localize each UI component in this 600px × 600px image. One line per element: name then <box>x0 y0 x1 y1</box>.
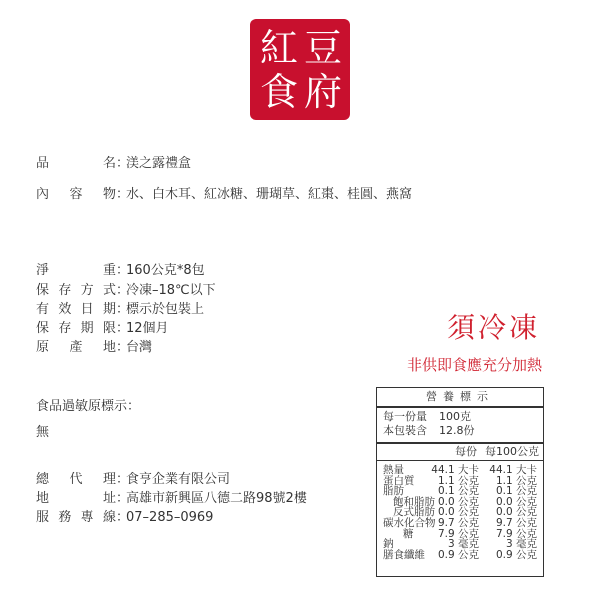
nutrition-rows <box>377 461 543 560</box>
nutrition-row <box>381 465 539 476</box>
net-weight-value: 160公克*8包 <box>126 263 205 278</box>
nutrition-facts-table <box>376 387 544 577</box>
logo-char: 豆 <box>303 26 342 70</box>
nutrient-per-100g: 0.9 公克 <box>495 548 537 561</box>
nutrient-per-serving: 0.0 公克 <box>437 495 479 508</box>
nutrient-name: 鈉 <box>383 538 394 551</box>
nutrient-per-100g: 1.1 公克 <box>495 474 537 487</box>
address-label: 地址 <box>36 491 116 506</box>
per-serving-header: 每份 <box>455 445 477 458</box>
net-weight-row: 淨重：160公克*8包 <box>36 263 205 278</box>
agent-row: 總代理：食亨企業有限公司 <box>36 472 231 487</box>
nutrition-row <box>381 550 539 561</box>
allergen-label: 食品過敏原標示： <box>36 399 141 414</box>
ingredients-label: 內容物 <box>36 187 116 202</box>
logo-char: 食 <box>259 70 298 114</box>
address-row: 地址：高雄市新興區八德二路98號2樓 <box>36 491 307 506</box>
nutrient-name: 反式脂肪 <box>393 506 435 519</box>
nutrient-per-serving: 1.1 公克 <box>437 474 479 487</box>
hotline-row: 服務專線：07–285–0969 <box>36 510 214 525</box>
serving-size-label: 每一份量 <box>383 410 427 423</box>
agent-label: 總代理 <box>36 472 116 487</box>
nutrient-name: 膳食纖維 <box>383 548 425 561</box>
expiry-label: 有效日期 <box>36 302 116 317</box>
nutrient-name: 蛋白質 <box>383 474 415 487</box>
nutrient-per-100g: 44.1 大卡 <box>489 464 537 476</box>
allergen-value: 無 <box>36 425 50 440</box>
storage-label: 保存方式 <box>36 283 116 298</box>
servings-label: 本包裝含 <box>383 424 427 437</box>
nutrient-per-serving: 3 毫克 <box>447 538 479 551</box>
heat-notice-subtitle: 非供即食應充分加熱 <box>406 356 542 374</box>
nutrition-column-header <box>377 444 543 461</box>
ingredients-row: 內容物：水、白木耳、紅冰糖、珊瑚草、紅棗、桂圓、燕窩 <box>36 187 413 202</box>
nutrient-per-serving: 0.1 公克 <box>437 485 479 498</box>
address-value: 高雄市新興區八德二路98號2樓 <box>126 491 307 506</box>
product-name-label: 品名 <box>36 156 116 171</box>
nutrient-per-serving: 0.0 公克 <box>437 506 479 519</box>
serving-info <box>377 408 543 444</box>
shelf-life-value: 12個月 <box>126 321 169 336</box>
shelf-life-row: 保存期限：12個月 <box>36 321 169 336</box>
nutrient-per-100g: 0.1 公克 <box>495 485 537 498</box>
nutrient-per-serving: 9.7 公克 <box>437 516 479 529</box>
origin-value: 台灣 <box>126 340 153 355</box>
serving-size-value: 100克 <box>439 410 471 423</box>
freeze-notice-title: 須冷凍 <box>446 311 540 344</box>
agent-value: 食亨企業有限公司 <box>126 472 231 487</box>
product-name-value: 渼之露禮盒 <box>126 156 192 171</box>
product-name-row: 品名：渼之露禮盒 <box>36 156 192 171</box>
nutrient-name: 糖 <box>403 527 414 540</box>
nutrient-per-100g: 3 毫克 <box>505 538 537 551</box>
servings-value: 12.8份 <box>439 424 475 437</box>
nutrient-per-100g: 0.0 公克 <box>495 506 537 519</box>
net-weight-label: 淨重 <box>36 263 116 278</box>
hotline-value: 07–285–0969 <box>126 510 214 525</box>
expiry-row: 有效日期：標示於包裝上 <box>36 302 205 317</box>
expiry-value: 標示於包裝上 <box>126 302 205 317</box>
hotline-label: 服務專線 <box>36 510 116 525</box>
shelf-life-label: 保存期限 <box>36 321 116 336</box>
nutrient-name: 碳水化合物 <box>383 516 436 529</box>
origin-row: 原產地：台灣 <box>36 340 153 355</box>
logo-char: 府 <box>303 70 342 114</box>
storage-row: 保存方式：冷凍–18℃以下 <box>36 283 216 298</box>
nutrition-title: 營養標示 <box>377 388 543 408</box>
per-100g-header: 每100公克 <box>485 445 539 458</box>
nutrition-row <box>381 518 539 529</box>
nutrient-per-100g: 9.7 公克 <box>495 516 537 529</box>
nutrient-per-serving: 7.9 公克 <box>437 527 479 540</box>
nutrient-name: 脂肪 <box>383 485 404 498</box>
storage-value: 冷凍–18℃以下 <box>126 283 216 298</box>
ingredients-value: 水、白木耳、紅冰糖、珊瑚草、紅棗、桂圓、燕窩 <box>126 187 413 202</box>
nutrient-name: 熱量 <box>383 464 404 476</box>
origin-label: 原產地 <box>36 340 116 355</box>
nutrient-per-serving: 0.9 公克 <box>437 548 479 561</box>
brand-logo <box>250 19 350 120</box>
nutrient-per-serving: 44.1 大卡 <box>431 464 479 476</box>
nutrient-name: 飽和脂肪 <box>393 495 435 508</box>
nutrient-per-100g: 7.9 公克 <box>495 527 537 540</box>
logo-char: 紅 <box>259 26 298 70</box>
nutrient-per-100g: 0.0 公克 <box>495 495 537 508</box>
